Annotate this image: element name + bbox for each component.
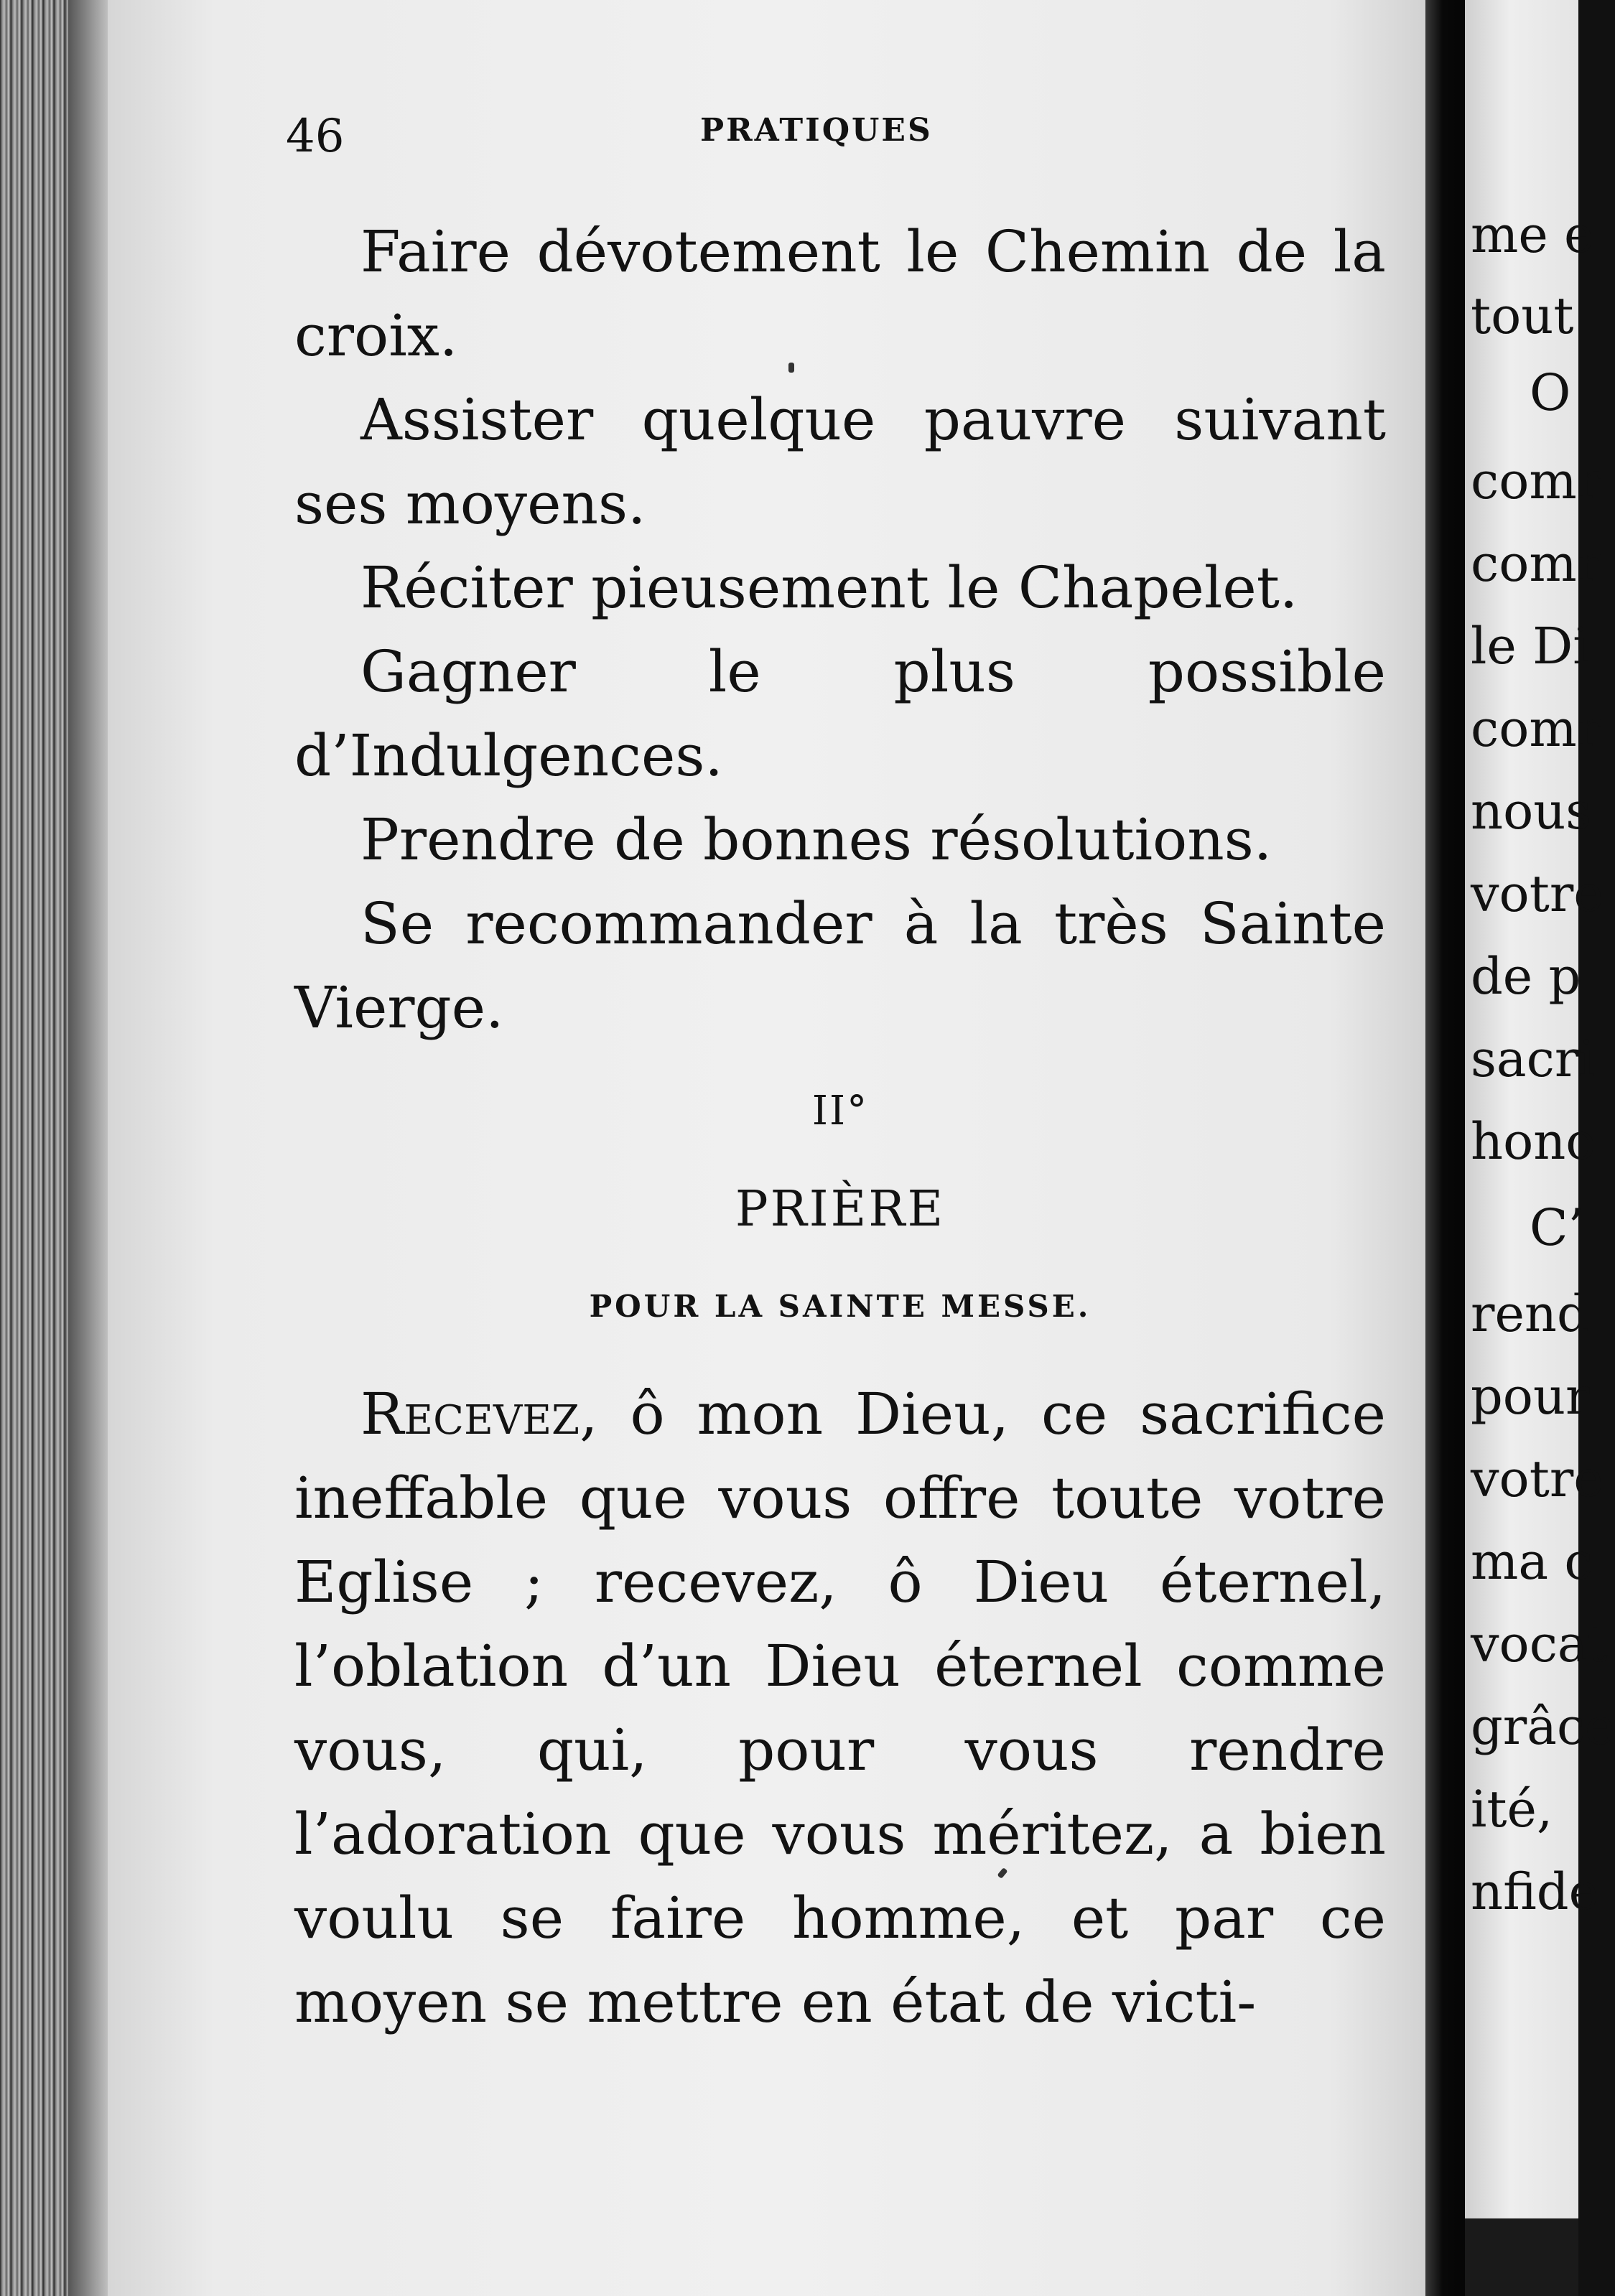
practice-item: Se recommander à la très Sainte Vierge.: [294, 890, 1386, 1041]
practice-item: Faire dévotement le Chemin de la croix.: [294, 218, 1386, 369]
practice-item: Réciter pieusement le Chapelet.: [360, 554, 1298, 621]
adjacent-text-fragment: grâce: [1471, 1697, 1615, 1756]
practice-item: Gagner le plus possible d’Indulgences.: [294, 638, 1386, 789]
prayer-first-word: Recevez: [360, 1381, 580, 1447]
practice-item: Prendre de bonnes résolutions.: [360, 806, 1272, 873]
adjacent-text-fragment: pour: [1471, 1367, 1590, 1426]
adjacent-text-fragment: sacri: [1471, 1030, 1595, 1088]
section-title: PRIÈRE: [735, 1181, 946, 1238]
page-edge-shadow: [68, 0, 111, 2296]
page-edges: [0, 0, 79, 2296]
section-number: II°: [811, 1088, 869, 1134]
adjacent-text-fragment: vocat: [1471, 1615, 1608, 1674]
book-gutter: [1425, 0, 1469, 2296]
adjacent-text-fragment: ité,: [1471, 1780, 1553, 1839]
adjacent-text-fragment: rend: [1471, 1284, 1589, 1343]
page-body: [294, 210, 1386, 2044]
ink-speck: [788, 363, 794, 373]
adjacent-text-fragment: O: [1530, 363, 1571, 422]
practice-item: Assister quelque pauvre suivant ses moyens.: [294, 386, 1386, 537]
adjacent-text-fragment: votre: [1471, 864, 1604, 923]
adjacent-text-fragment: comr: [1471, 452, 1601, 510]
adjacent-text-fragment: me e: [1471, 205, 1594, 264]
adjacent-text-fragment: de p: [1471, 947, 1581, 1006]
prayer-paragraph: [294, 1372, 1386, 2044]
scan-border: [1465, 2218, 1578, 2296]
adjacent-text-fragment: nous: [1471, 782, 1592, 841]
running-head: PRATIQUES: [700, 112, 933, 149]
adjacent-text-fragment: tout: [1471, 286, 1574, 345]
prayer-text: , ô mon Dieu, ce sacrifice ineffable que vous offre toute votre Eglise ; recevez, ô Dieu éternel, l’oblation d’un Dieu éternel comme vous, qui, pour vous rendre l’adoration que vous méritez, a bien voulu se faire homme, et par ce moyen se mettre en état de victi-: [294, 1381, 1386, 2035]
adjacent-text-fragment: nfide: [1471, 1862, 1599, 1921]
adjacent-text-fragment: le Di: [1471, 617, 1589, 676]
section-subtitle: POUR LA SAINTE MESSE.: [589, 1289, 1092, 1324]
page-number: 46: [286, 110, 345, 163]
adjacent-text-fragment: comr: [1471, 699, 1601, 758]
adjacent-text-fragment: hono: [1471, 1112, 1596, 1171]
adjacent-text-fragment: votre: [1471, 1450, 1604, 1508]
adjacent-text-fragment: ma c: [1471, 1532, 1593, 1591]
adjacent-text-fragment: comr: [1471, 534, 1601, 593]
adjacent-page: [1465, 0, 1615, 2296]
adjacent-text-fragment: C’: [1530, 1198, 1584, 1257]
